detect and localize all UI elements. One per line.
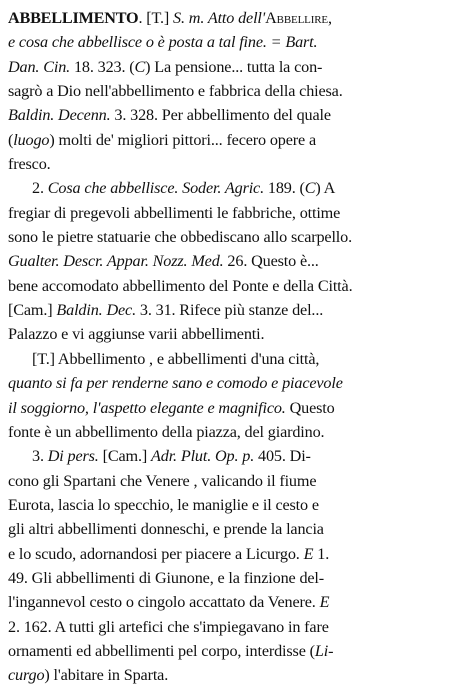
entry-text: Palazzo e vi aggiunse varii abbellimenti.: [8, 325, 265, 344]
entry-text: Adr. Plut. Op. p.: [151, 447, 255, 466]
entry-text: 405. Di-: [254, 447, 311, 466]
entry-line: [8, 55, 466, 79]
entry-text: il soggiorno, l'aspetto elegante e magnifico.: [8, 398, 286, 417]
entry-text: cono gli Spartani che Venere , valicando il fiume: [8, 471, 317, 490]
entry-text: sono le pietre statuarie che obbediscano allo scarpello.: [8, 228, 352, 247]
entry-line: [8, 420, 466, 444]
entry-text: 26. Questo è...: [223, 252, 319, 271]
entry-line: [8, 225, 466, 249]
entry-text: C: [134, 57, 146, 76]
entry-line: [8, 444, 466, 468]
entry-text: ) La pensione... tutta la con-: [145, 57, 323, 76]
entry-line: [8, 298, 466, 322]
entry-line: [8, 128, 466, 152]
entry-text: 18. 323. (: [70, 57, 135, 76]
headword: ABBELLIMENTO: [8, 9, 139, 27]
entry-text: Di pers.: [47, 447, 99, 466]
entry-text: 2.: [32, 179, 48, 198]
entry-text: 189. (: [264, 179, 305, 198]
entry-text: 49. Gli abbellimenti di Giunone, e la finzione del-: [8, 568, 325, 587]
entry-line: [8, 79, 466, 103]
entry-text: 2. 162. A tutti gli artefici che s'impiegavano in fare: [8, 617, 329, 636]
entry-line: [8, 371, 466, 395]
entry-line: [8, 249, 466, 273]
entry-line: [8, 663, 466, 687]
entry-text: (: [8, 130, 14, 149]
entry-line: [8, 566, 466, 590]
entry-text: Eurota, lascia lo specchio, le maniglie e il cesto e: [8, 495, 319, 514]
entry-text: ,: [328, 9, 332, 27]
entry-text: C: [304, 179, 316, 198]
entry-text: Questo: [285, 398, 335, 417]
entry-text: bene accomodato abbellimento del Ponte e della Città.: [8, 276, 353, 295]
entry-line: [8, 347, 466, 371]
entry-text: quanto si fa per renderne sano e comodo e piacevole: [8, 374, 343, 393]
entry-line: [8, 6, 466, 30]
entry-text: fregiar di pregevoli abbellimenti le fabbriche, ottime: [8, 203, 341, 222]
entry-text: . [T.]: [138, 9, 174, 27]
entry-text: ) l'abitare in Sparta.: [44, 666, 169, 685]
entry-line: [8, 176, 466, 200]
entry-text: [T.] Abbellimento , e abbellimenti d'una città,: [32, 349, 320, 368]
entry-line: [8, 615, 466, 639]
entry-text: ) molti de' migliori pittori... fecero opere a: [49, 130, 316, 149]
entry-line: [8, 152, 466, 176]
entry-line: [8, 274, 466, 298]
entry-text: Abbellire: [265, 9, 328, 27]
entry-text: luogo: [13, 130, 50, 149]
entry-text: 3.: [32, 447, 48, 466]
entry-line: [8, 322, 466, 346]
entry-line: [8, 30, 466, 54]
entry-text: gli altri abbellimenti donneschi, e prende la lancia: [8, 520, 324, 539]
entry-text: fresco.: [8, 155, 51, 174]
entry-text: 3. 31. Rifece più stanze del...: [135, 301, 324, 320]
entry-text: Baldin. Dec.: [56, 301, 136, 320]
entry-line: [8, 517, 466, 541]
entry-text: fonte è un abbellimento della piazza, del giardino.: [8, 422, 325, 441]
entry-text: Li-: [314, 641, 334, 660]
entry-line: [8, 396, 466, 420]
entry-line: [8, 639, 466, 663]
entry-line: [8, 542, 466, 566]
entry-text: ) A: [315, 179, 336, 198]
entry-line: [8, 590, 466, 614]
entry-line: [8, 493, 466, 517]
entry-text: Dan. Cin.: [8, 57, 71, 76]
entry-text: E: [303, 544, 314, 563]
entry-text: [Cam.]: [8, 301, 57, 320]
entry-text: sagrò a Dio nell'abbellimento e fabbrica della chiesa.: [8, 82, 343, 101]
entry-text: e cosa che abbellisce o è posta a tal fine. = Bart.: [8, 33, 318, 52]
dictionary-entry-abbellimento: [8, 6, 466, 688]
entry-line: [8, 201, 466, 225]
entry-text: ornamenti ed abbellimenti pel corpo, interdisse (: [8, 641, 315, 660]
entry-text: Baldin. Decenn.: [8, 106, 111, 125]
entry-text: S. m. Atto dell': [173, 9, 266, 27]
entry-text: E: [319, 593, 330, 612]
entry-text: l'ingannevol cesto o cingolo accattato da Venere.: [8, 593, 320, 612]
entry-text: e lo scudo, adornandosi per piacere a Licurgo.: [8, 544, 304, 563]
entry-text: Gualter. Descr. Appar. Nozz. Med.: [8, 252, 224, 271]
entry-line: [8, 103, 466, 127]
entry-line: [8, 469, 466, 493]
entry-text: 3. 328. Per abbellimento del quale: [110, 106, 331, 125]
entry-text: curgo: [8, 666, 45, 685]
entry-text: Cosa che abbellisce. Soder. Agric.: [47, 179, 264, 198]
entry-text: 1.: [313, 544, 330, 563]
entry-text: [Cam.]: [98, 447, 152, 466]
